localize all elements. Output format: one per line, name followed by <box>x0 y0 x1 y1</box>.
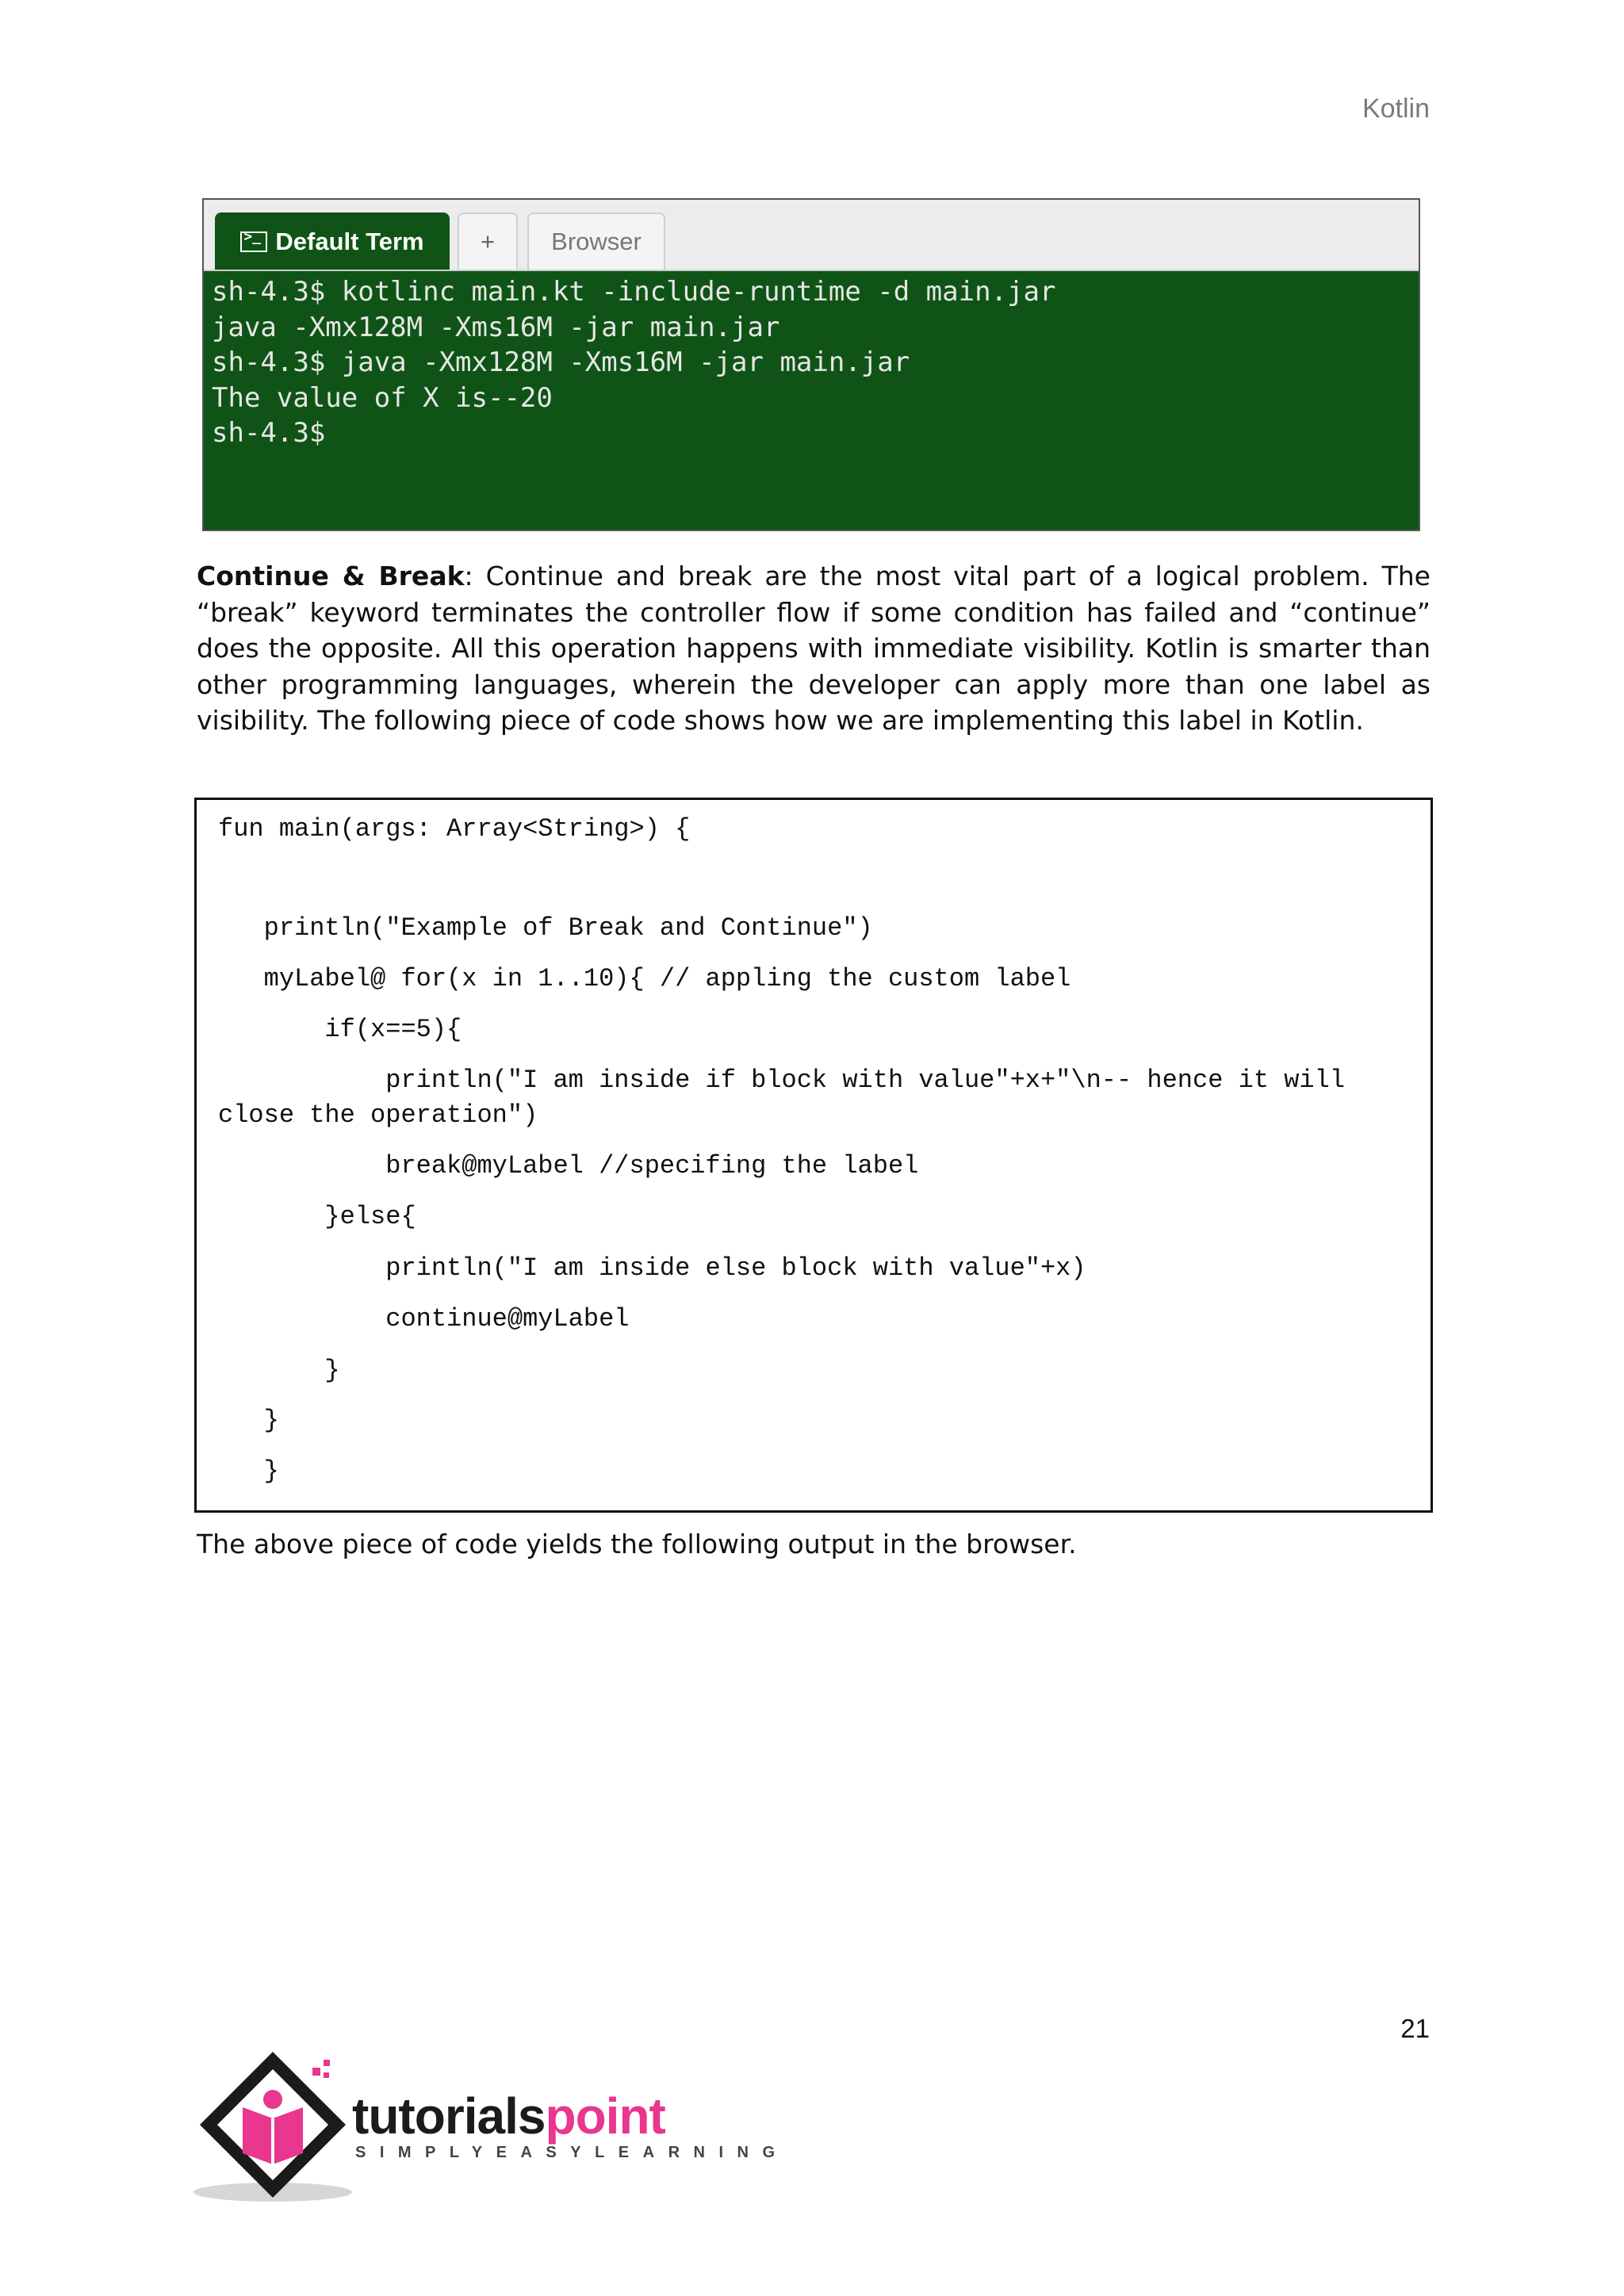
terminal-line: sh-4.3$ <box>212 417 326 449</box>
paragraph-heading: Continue & Break <box>197 561 465 591</box>
page-number: 21 <box>1400 2014 1430 2043</box>
code-line: } <box>218 1356 340 1385</box>
code-line: } <box>218 1406 279 1435</box>
logo-wordmark-part1: tutorials <box>352 2087 546 2145</box>
terminal-line: The value of X is--20 <box>212 381 553 414</box>
terminal-line: sh-4.3$ kotlinc main.kt -include-runtime -d main.jar <box>212 276 1056 308</box>
code-line: break@myLabel //specifing the label <box>218 1151 919 1181</box>
new-tab-label: + <box>480 228 496 255</box>
running-header-title: Kotlin <box>1362 94 1430 124</box>
code-line: println("I am inside if block with value"+x+"\n-- hence it will <box>218 1066 1346 1095</box>
code-line: if(x==5){ <box>218 1015 462 1044</box>
terminal-output <box>204 271 1419 451</box>
code-line: fun main(args: Array<String>) { <box>218 814 691 844</box>
logo-tagline: SIMPLYEASYLEARNING <box>355 2144 789 2161</box>
code-line: println("Example of Break and Continue") <box>218 913 873 943</box>
code-line: println("I am inside else block with value"+x) <box>218 1253 1086 1283</box>
terminal-screenshot <box>202 198 1420 531</box>
tutorialspoint-logo <box>193 2045 789 2207</box>
terminal-icon <box>240 232 267 252</box>
tab-browser-label: Browser <box>551 228 642 255</box>
code-line: close the operation") <box>218 1100 538 1130</box>
terminal-tab-bar <box>204 200 1419 271</box>
code-block <box>194 798 1433 1513</box>
new-tab-button[interactable] <box>458 212 518 270</box>
tab-default-term[interactable] <box>215 212 450 270</box>
code-line: }else{ <box>218 1202 416 1231</box>
logo-diamond-icon <box>193 2045 352 2204</box>
code-line: myLabel@ for(x in 1..10){ // appling the custom label <box>218 964 1071 993</box>
terminal-line: java -Xmx128M -Xms16M -jar main.jar <box>212 311 780 343</box>
paragraph-text: : Continue and break are the most vital part of a logical problem. The “break” keyword terminates the controller flow if some condition has failed and “continue” does the opposite. All this operation happens with immediate visibility. Kotlin is smarter than other programming languages, wherein the developer can apply more than one label as visibility. The following piece of code shows how we are implementing this label in Kotlin. <box>197 561 1431 736</box>
logo-wordmark <box>352 2087 665 2145</box>
logo-wordmark-part2: point <box>545 2087 665 2145</box>
code-line: continue@myLabel <box>218 1304 630 1334</box>
output-intro-text: The above piece of code yields the following output in the browser. <box>197 1529 1077 1559</box>
terminal-line: sh-4.3$ java -Xmx128M -Xms16M -jar main.jar <box>212 346 910 378</box>
body-paragraph <box>197 558 1431 739</box>
tab-default-term-label: Default Term <box>275 228 424 255</box>
code-line: } <box>218 1456 279 1486</box>
tab-browser[interactable] <box>527 212 665 270</box>
